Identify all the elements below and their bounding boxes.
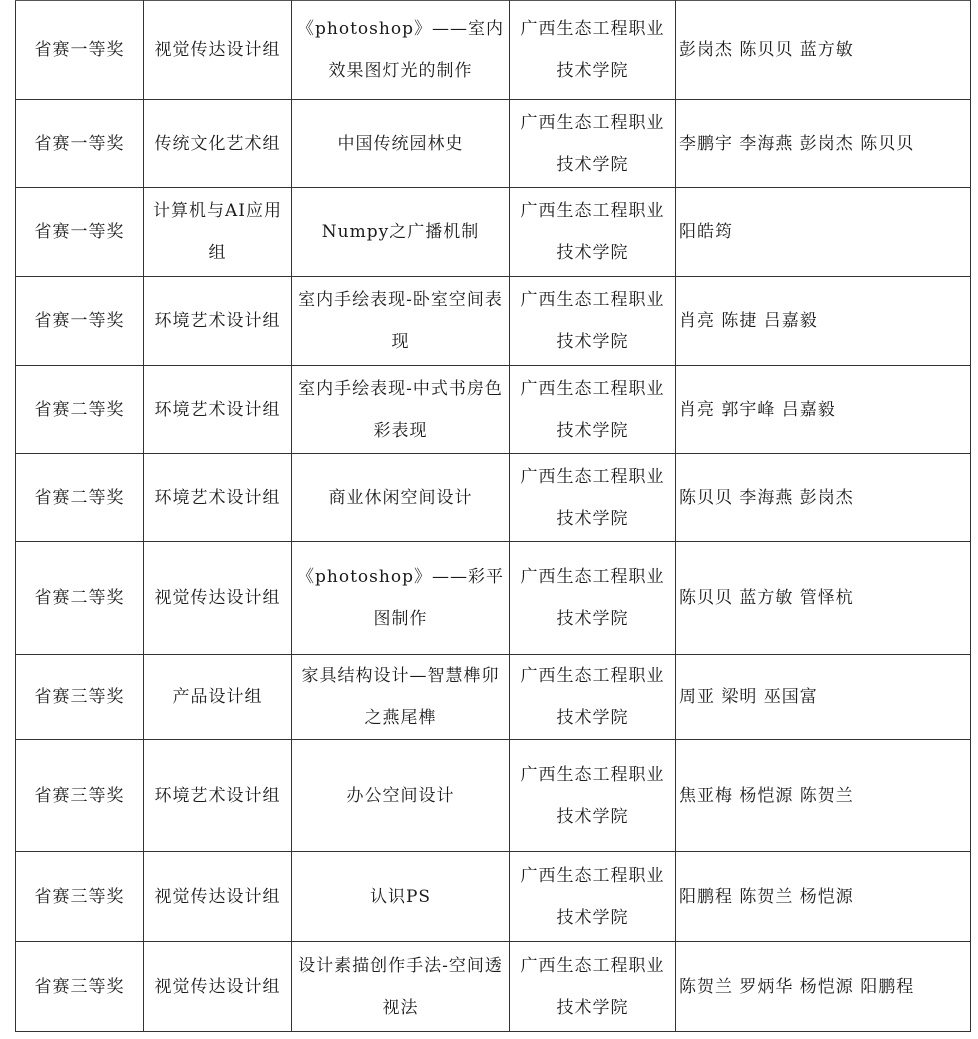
award-level-cell: 省赛三等奖 [16,655,144,740]
group-cell: 环境艺术设计组 [144,454,292,542]
group-cell: 计算机与AI应用组 [144,188,292,277]
work-title-cell: 家具结构设计—智慧榫卯之燕尾榫 [292,655,510,740]
award-level-cell: 省赛二等奖 [16,454,144,542]
award-level-cell: 省赛二等奖 [16,366,144,454]
table-row [16,188,971,277]
participants-cell: 陈贺兰 罗炳华 杨恺源 阳鹏程 [676,942,971,1032]
table-row [16,277,971,366]
work-title-cell: Numpy之广播机制 [292,188,510,277]
participants-cell: 周亚 梁明 巫国富 [676,655,971,740]
group-cell: 视觉传达设计组 [144,942,292,1032]
participants-cell: 肖亮 郭宇峰 吕嘉毅 [676,366,971,454]
school-cell: 广西生态工程职业技术学院 [510,188,676,277]
work-title-cell: 商业休闲空间设计 [292,454,510,542]
participants-cell: 阳鹏程 陈贺兰 杨恺源 [676,852,971,942]
school-cell: 广西生态工程职业技术学院 [510,740,676,852]
participants-cell: 陈贝贝 李海燕 彭岗杰 [676,454,971,542]
school-cell: 广西生态工程职业技术学院 [510,454,676,542]
award-level-cell: 省赛三等奖 [16,942,144,1032]
award-level-cell: 省赛一等奖 [16,1,144,100]
school-cell: 广西生态工程职业技术学院 [510,655,676,740]
table-row [16,454,971,542]
participants-cell: 焦亚梅 杨恺源 陈贺兰 [676,740,971,852]
group-cell: 视觉传达设计组 [144,542,292,655]
award-level-cell: 省赛三等奖 [16,852,144,942]
work-title-cell: 中国传统园林史 [292,100,510,188]
work-title-cell: 认识PS [292,852,510,942]
participants-cell: 肖亮 陈捷 吕嘉毅 [676,277,971,366]
award-level-cell: 省赛二等奖 [16,542,144,655]
table-row [16,1,971,100]
school-cell: 广西生态工程职业技术学院 [510,366,676,454]
work-title-cell: 设计素描创作手法-空间透视法 [292,942,510,1032]
work-title-cell: 室内手绘表现-卧室空间表现 [292,277,510,366]
award-level-cell: 省赛一等奖 [16,277,144,366]
group-cell: 传统文化艺术组 [144,100,292,188]
group-cell: 环境艺术设计组 [144,277,292,366]
school-cell: 广西生态工程职业技术学院 [510,277,676,366]
participants-cell: 彭岗杰 陈贝贝 蓝方敏 [676,1,971,100]
award-level-cell: 省赛三等奖 [16,740,144,852]
work-title-cell: 《photoshop》——室内效果图灯光的制作 [292,1,510,100]
table-row [16,655,971,740]
group-cell: 视觉传达设计组 [144,852,292,942]
table-row [16,100,971,188]
group-cell: 产品设计组 [144,655,292,740]
award-level-cell: 省赛一等奖 [16,100,144,188]
table-row [16,740,971,852]
work-title-cell: 《photoshop》——彩平图制作 [292,542,510,655]
group-cell: 视觉传达设计组 [144,1,292,100]
group-cell: 环境艺术设计组 [144,740,292,852]
award-level-cell: 省赛一等奖 [16,188,144,277]
work-title-cell: 办公空间设计 [292,740,510,852]
table-row [16,852,971,942]
school-cell: 广西生态工程职业技术学院 [510,1,676,100]
school-cell: 广西生态工程职业技术学院 [510,542,676,655]
table-row [16,942,971,1032]
group-cell: 环境艺术设计组 [144,366,292,454]
participants-cell: 阳皓筠 [676,188,971,277]
awards-table [15,0,971,1032]
awards-table-body [16,1,971,1032]
school-cell: 广西生态工程职业技术学院 [510,852,676,942]
work-title-cell: 室内手绘表现-中式书房色彩表现 [292,366,510,454]
school-cell: 广西生态工程职业技术学院 [510,100,676,188]
participants-cell: 李鹏宇 李海燕 彭岗杰 陈贝贝 [676,100,971,188]
school-cell: 广西生态工程职业技术学院 [510,942,676,1032]
participants-cell: 陈贝贝 蓝方敏 管怿杭 [676,542,971,655]
table-row [16,366,971,454]
table-row [16,542,971,655]
